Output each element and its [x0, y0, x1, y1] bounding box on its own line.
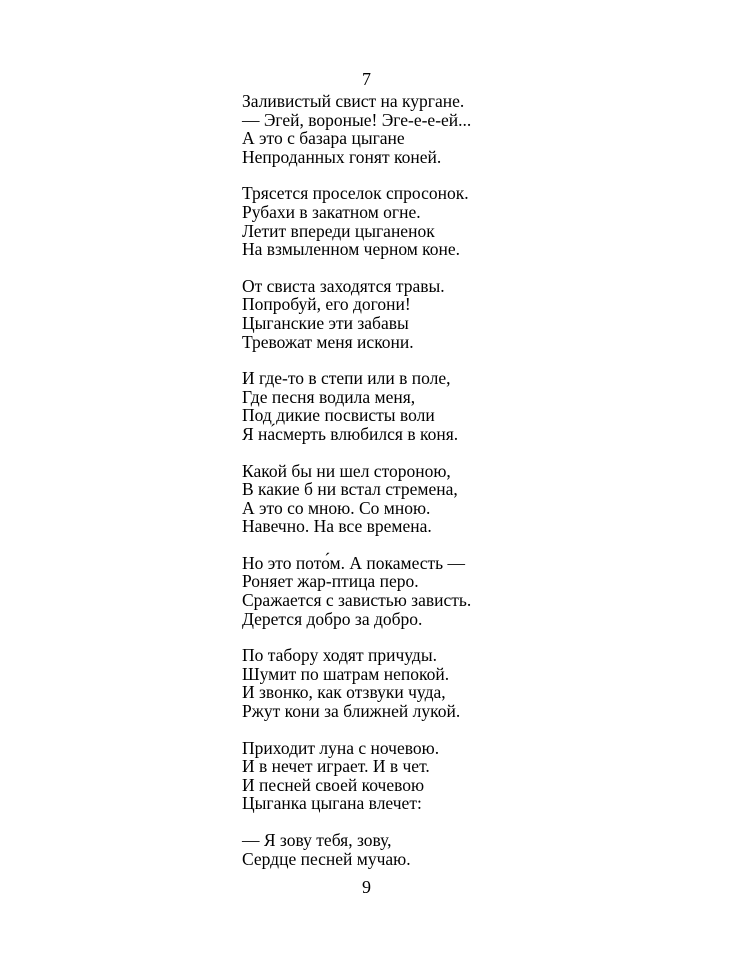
- poem-line: А это с базара цыгане: [242, 128, 405, 149]
- stanza-2: [242, 184, 542, 258]
- poem-line: Непроданных гонят коней.: [242, 146, 442, 167]
- poem-line: Тревожат меня искони.: [242, 331, 414, 352]
- poem-line: Ржут кони за ближней лукой.: [242, 701, 461, 722]
- poem-line: Летит впереди цыганенок: [242, 220, 435, 241]
- poem-line: И где-то в степи или в поле,: [242, 368, 451, 389]
- stanza-3: [242, 277, 542, 351]
- poem-line: Но это пото́м. А покаместь —: [242, 552, 466, 573]
- poem-number: 7: [362, 69, 371, 89]
- poem-line: И звонко, как отзвуки чуда,: [242, 682, 446, 703]
- stanza-7: [242, 646, 542, 720]
- poem-line: Рубахи в закатном огне.: [242, 201, 421, 222]
- poem-line: Сражается с завистью зависть.: [242, 590, 472, 611]
- poem-line: В какие б ни встал стремена,: [242, 479, 458, 500]
- poem-line: И в нечет играет. И в чет.: [242, 756, 430, 777]
- stanza-4: [242, 369, 542, 443]
- poem-line: Я на́смерть влюбился в коня.: [242, 423, 459, 444]
- stanza-6: [242, 554, 542, 628]
- poem-line: От свиста заходятся травы.: [242, 275, 445, 296]
- poem-line: Трясется проселок спросонок.: [242, 183, 469, 204]
- page-number: 9: [362, 877, 371, 897]
- poem-line: — Эгей, вороные! Эге-е-е-ей...: [242, 109, 472, 130]
- poem-line: Заливистый свист на кургане.: [242, 91, 465, 111]
- stanza-1: [242, 92, 542, 166]
- stanza-9: [242, 831, 542, 868]
- poem-body: [242, 92, 542, 886]
- poem-line: Цыганские эти забавы: [242, 312, 409, 333]
- poem-line: — Я зову тебя, зову,: [242, 830, 392, 850]
- poem-line: Приходит луна с ночевою.: [242, 737, 440, 758]
- poem-line: Попробуй, его догони!: [242, 294, 411, 315]
- stanza-5: [242, 462, 542, 536]
- poem-line: Сердце песней мучаю.: [242, 848, 411, 869]
- stanza-8: [242, 739, 542, 813]
- poem-line: Где песня водила меня,: [242, 386, 416, 407]
- poem-line: На взмыленном черном коне.: [242, 239, 461, 260]
- poem-line: Под дикие посвисты воли: [242, 405, 435, 426]
- poem-line: Дерется добро за добро.: [242, 608, 423, 629]
- poem-line: А это со мною. Со мною.: [242, 497, 431, 518]
- poem-line: Какой бы ни шел стороною,: [242, 460, 451, 481]
- poem-line: По табору ходят причуды.: [242, 645, 437, 666]
- poem-line: Навечно. На все времена.: [242, 516, 432, 537]
- poem-line: И песней своей кочевою: [242, 774, 425, 795]
- poem-line: Шумит по шатрам непокой.: [242, 663, 450, 684]
- poem-line: Цыганка цыгана влечет:: [242, 793, 422, 814]
- poem-line: Роняет жар-птица перо.: [242, 571, 419, 592]
